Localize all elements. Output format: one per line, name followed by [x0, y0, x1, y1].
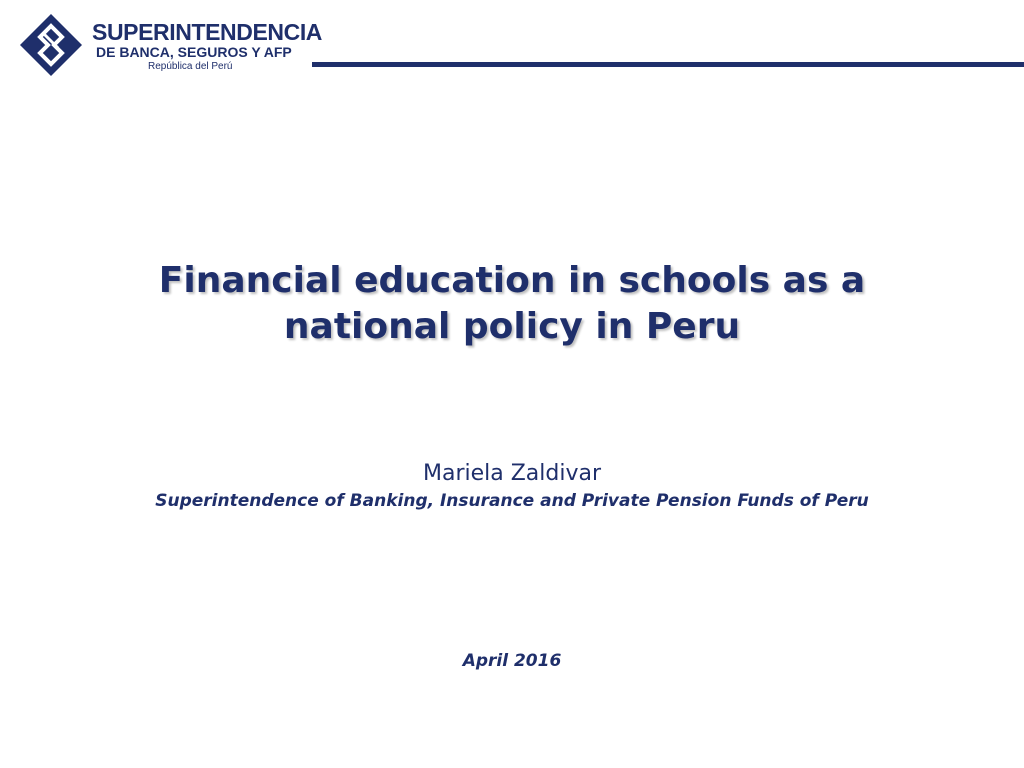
logo-country: República del Perú [148, 61, 233, 72]
logo-subtitle: DE BANCA, SEGUROS Y AFP [96, 44, 292, 60]
sbs-diamond-logo-icon [18, 12, 84, 78]
title-line-1: Financial education in schools as a [158, 260, 866, 301]
header-divider [312, 62, 1024, 67]
title-line-2: national policy in Peru [283, 306, 741, 347]
author-affiliation: Superintendence of Banking, Insurance and Private Pension Funds of Peru [155, 491, 869, 511]
author-name: Mariela Zaldivar [422, 461, 602, 486]
logo-text [92, 20, 322, 74]
logo-title: SUPERINTENDENCIA [92, 19, 323, 45]
organization-logo [18, 12, 323, 82]
presentation-date: April 2016 [462, 651, 562, 671]
slide-title [0, 258, 1024, 350]
